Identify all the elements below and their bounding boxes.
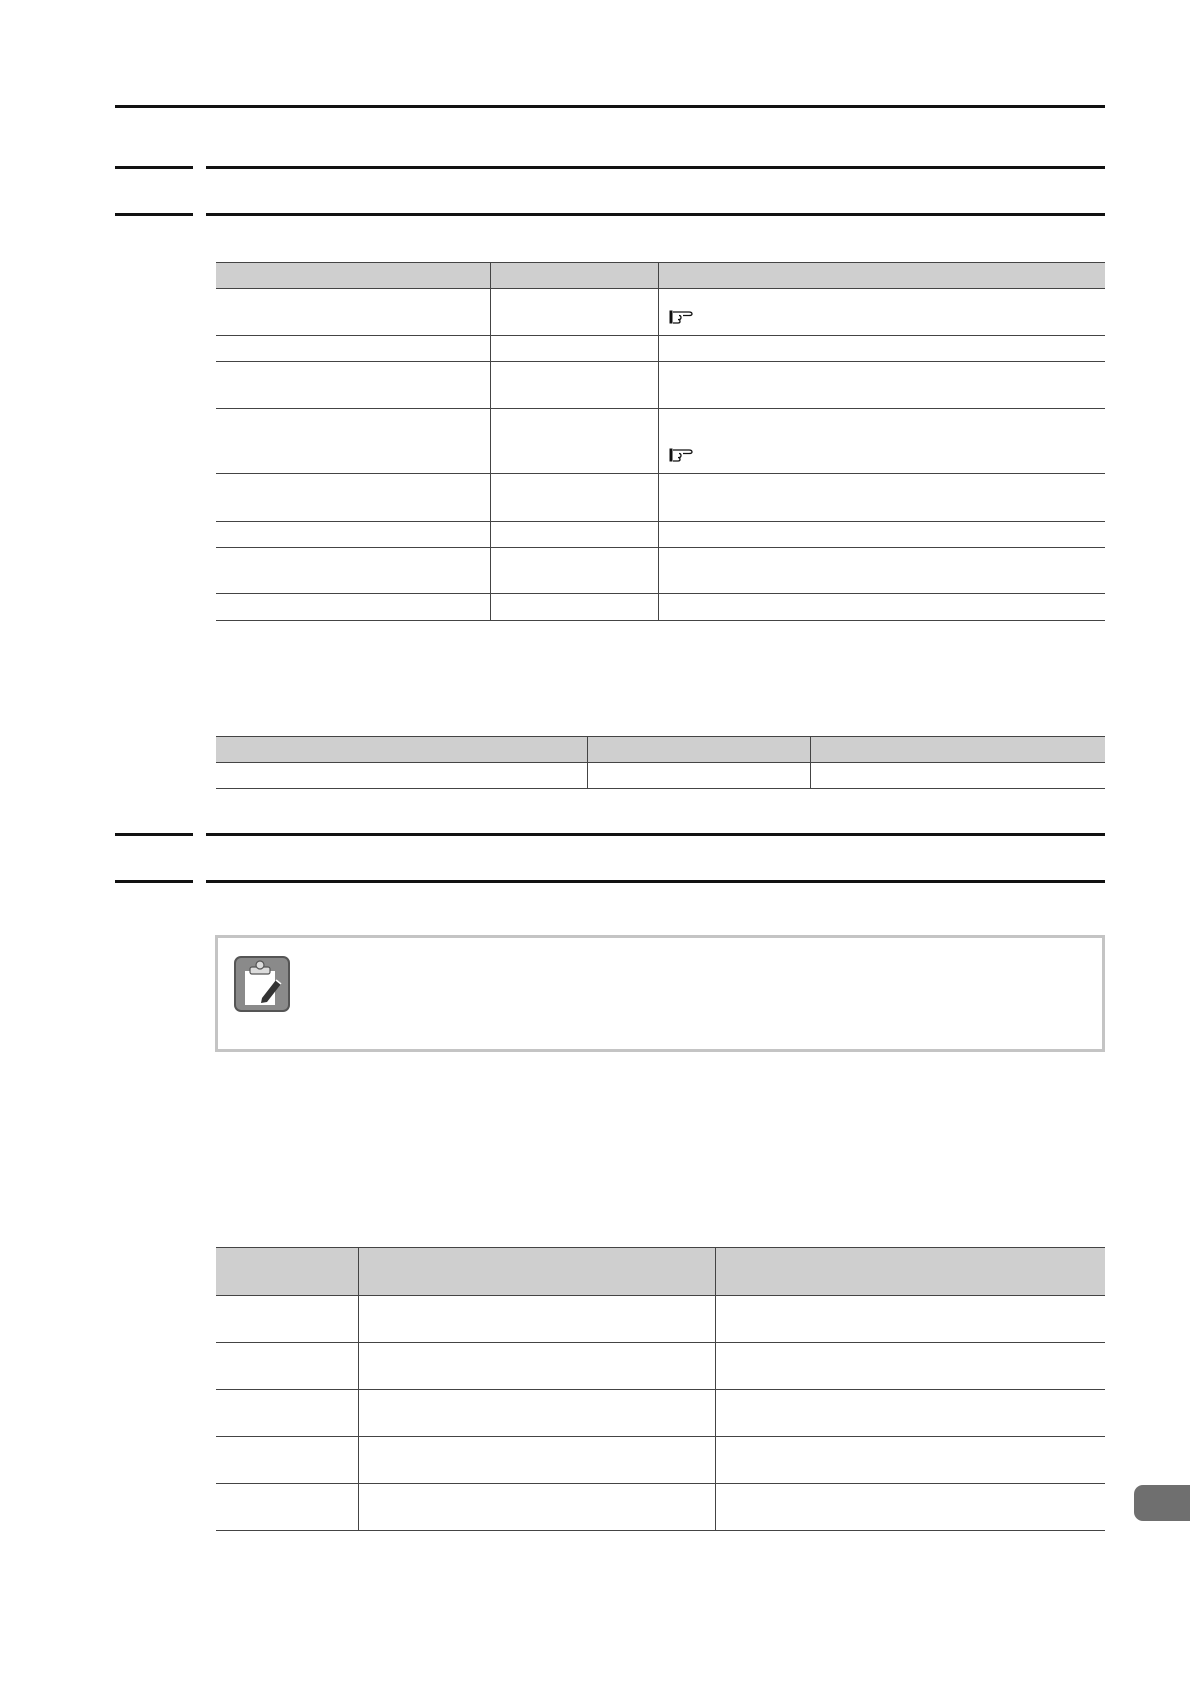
table-cell	[358, 1296, 715, 1343]
section-2-rule-bottom-left	[115, 880, 193, 883]
table-cell	[810, 763, 1105, 789]
table-cell	[490, 594, 658, 621]
table-row	[216, 1296, 1105, 1343]
table-row	[216, 474, 1105, 522]
table-cell	[658, 474, 1105, 522]
table-cell	[216, 1296, 358, 1343]
table-cell	[216, 289, 490, 336]
table-cell	[658, 362, 1105, 409]
section-1-rule-top-right	[206, 166, 1105, 169]
pointing-hand-reference-icon	[669, 310, 693, 329]
table-cell-with-reference	[658, 409, 1105, 474]
section-1-rule-top-left	[115, 166, 193, 169]
table-cell	[216, 522, 490, 548]
table-3-header-cell	[216, 1248, 358, 1296]
section-1-rule-bottom-left	[115, 213, 193, 216]
table-row	[216, 1343, 1105, 1390]
table-cell	[490, 336, 658, 362]
table-cell	[490, 548, 658, 594]
table-cell	[216, 1484, 358, 1531]
section-2-heading	[206, 843, 1105, 873]
table-row	[216, 522, 1105, 548]
table-row	[216, 289, 1105, 336]
table-row	[216, 1437, 1105, 1484]
table-2-header-cell	[810, 737, 1105, 763]
table-cell	[216, 409, 490, 474]
page-top-rule	[115, 105, 1105, 108]
table-2-header-cell	[216, 737, 587, 763]
table-2-header-row	[216, 737, 1105, 763]
table-row	[216, 362, 1105, 409]
table-cell	[658, 522, 1105, 548]
table-cell	[490, 474, 658, 522]
note-text	[313, 956, 1086, 1034]
table-cell	[216, 763, 587, 789]
chapter-tab-marker	[1134, 1485, 1190, 1521]
table-3-header-row	[216, 1248, 1105, 1296]
section-1-rule-bottom-right	[206, 213, 1105, 216]
table-2	[216, 736, 1105, 789]
table-cell	[216, 474, 490, 522]
pointing-hand-reference-icon	[669, 448, 693, 467]
table-cell	[490, 362, 658, 409]
table-cell	[216, 1437, 358, 1484]
table-cell	[216, 1390, 358, 1437]
table-cell-with-reference	[658, 289, 1105, 336]
table-cell	[216, 336, 490, 362]
table-cell	[490, 289, 658, 336]
table-cell	[216, 594, 490, 621]
table-cell	[658, 594, 1105, 621]
table-cell	[715, 1390, 1105, 1437]
table-row	[216, 594, 1105, 621]
table-1-header-row	[216, 263, 1105, 289]
section-2-rule-top-right	[206, 833, 1105, 836]
table-cell	[358, 1437, 715, 1484]
table-2-header-cell	[587, 737, 810, 763]
section-2-rule-top-left	[115, 833, 193, 836]
table-cell	[358, 1343, 715, 1390]
clipboard-note-icon	[234, 956, 290, 1012]
table-3-header-cell	[358, 1248, 715, 1296]
table-cell	[216, 1343, 358, 1390]
table-cell	[216, 548, 490, 594]
table-row	[216, 763, 1105, 789]
section-2-rule-bottom-right	[206, 880, 1105, 883]
table-cell	[358, 1484, 715, 1531]
table-row	[216, 1484, 1105, 1531]
table-row	[216, 336, 1105, 362]
table-cell	[715, 1437, 1105, 1484]
table-cell	[587, 763, 810, 789]
table-cell	[358, 1390, 715, 1437]
table-1-header-cell	[216, 263, 490, 289]
section-1-heading	[206, 176, 1105, 206]
table-1	[216, 262, 1105, 621]
table-3	[216, 1247, 1105, 1531]
table-row	[216, 548, 1105, 594]
table-cell	[658, 336, 1105, 362]
table-cell	[715, 1484, 1105, 1531]
table-row	[216, 409, 1105, 474]
table-3-header-cell	[715, 1248, 1105, 1296]
table-cell	[715, 1343, 1105, 1390]
table-cell	[715, 1296, 1105, 1343]
table-cell	[490, 409, 658, 474]
table-1-header-cell	[490, 263, 658, 289]
table-1-header-cell	[658, 263, 1105, 289]
table-cell	[216, 362, 490, 409]
table-row	[216, 1390, 1105, 1437]
note-box	[215, 935, 1105, 1052]
table-cell	[658, 548, 1105, 594]
table-cell	[490, 522, 658, 548]
